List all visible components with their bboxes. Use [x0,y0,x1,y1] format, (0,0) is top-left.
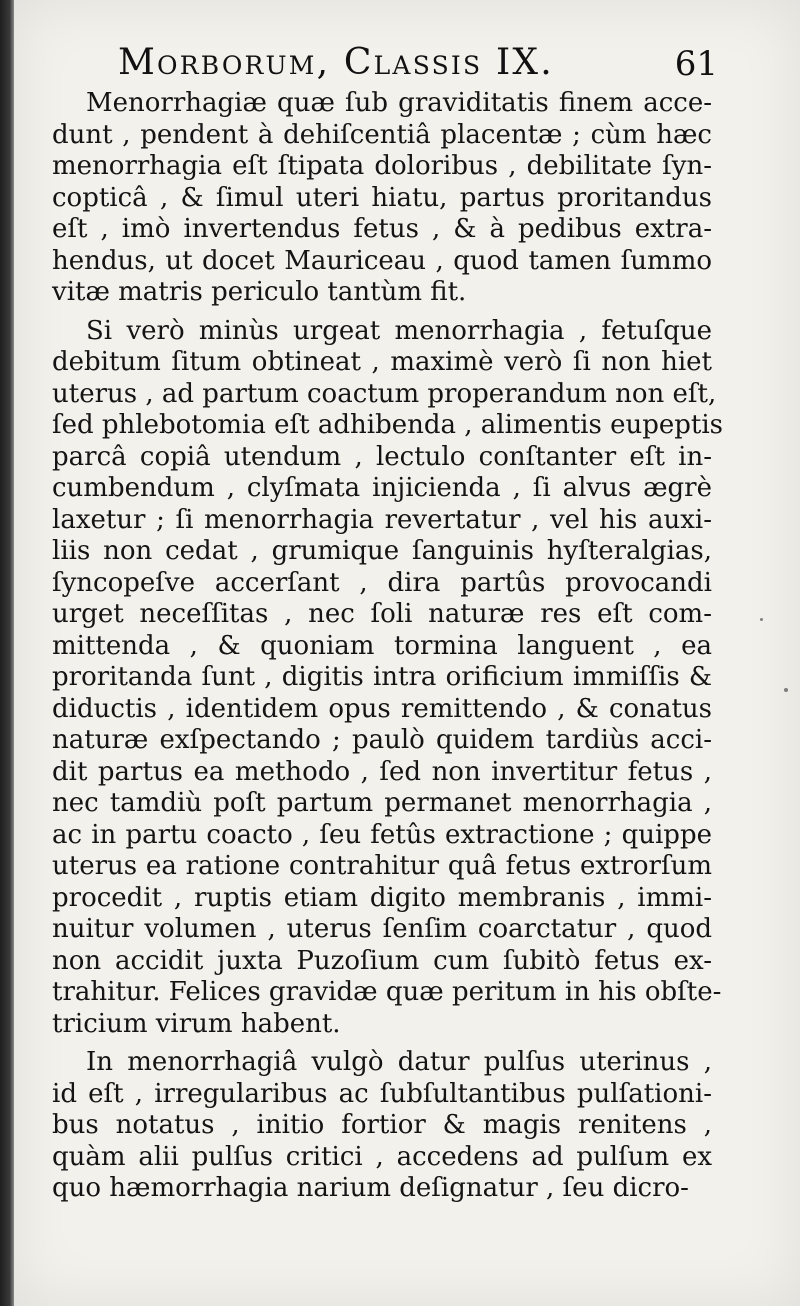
text-line: nec tamdiù poſt partum permanet menorrhagia , [52,788,712,818]
paragraph [52,88,712,309]
text-line: id eſt , irregularibus ac ſubſultantibus pulſationi- [52,1078,712,1109]
text-line: dunt , pendent à dehiſcentiâ placentæ ; cùm hæc [52,119,712,150]
text-line: proritanda ſunt , digitis intra orificium immiſſis & [52,662,712,692]
page-header [98,42,718,90]
paper-speck [784,688,788,692]
text-line: parcâ copiâ utendum , lectulo conſtanter eſt in- [52,441,712,472]
text-line: liis non cedat , grumique ſanguinis hyſteralgias, [52,536,712,566]
text-line: ſed phlebotomia eſt adhibenda , alimentis eupeptis [52,410,723,440]
text-line: laxetur ; ſi menorrhagia revertatur , vel his auxi- [52,504,712,535]
text-line: dit partus ea methodo , ſed non invertitur fetus , [52,756,712,787]
text-line: ſyncopeſve accerſant , dira partûs provocandi [52,567,712,598]
text-line: quo hæmorrhagia narium deſignatur , ſeu dicro- [52,1173,689,1203]
text-line: uterus ea ratione contrahitur quâ fetus extrorſum [52,851,712,881]
text-line: diductis , identidem opus remittendo , & conatus [52,693,712,724]
text-line: nuitur volumen , uterus ſenſim coarctatur , quod [52,914,712,944]
text-line: non accidit juxta Puzoſium cum ſubitò fetus ex- [52,945,712,976]
text-line: vitæ matris periculo tantùm fit. [52,277,467,307]
running-head: Morborum, Classis IX. [118,42,554,83]
paragraph [52,315,723,1041]
text-line: In menorrhagiâ vulgò datur pulſus uterinus , [86,1047,712,1077]
paragraph [52,1047,712,1205]
book-gutter-edge [0,0,14,1306]
text-line: ac in partu coacto , ſeu fetûs extractione ; quippe [52,819,712,850]
page-number: 61 [674,44,718,84]
text-line: cumbendum , clyſmata injicienda , ſi alvus ægrè [52,473,712,503]
text-line: copticâ , & ſimul uteri hiatu, partus proritandus [52,182,712,213]
text-line: naturæ exſpectando ; paulò quidem tardiùs acci- [52,725,712,755]
text-line: quàm alii pulſus critici , accedens ad pulſum ex [52,1141,712,1172]
text-line: menorrhagia eſt ſtipata doloribus , debilitate ſyn- [52,151,712,181]
text-line: bus notatus , initio fortior & magis renitens , [52,1110,712,1140]
text-line: trahitur. Felices gravidæ quæ peritum in his obſte- [52,977,722,1007]
text-line: debitum ſitum obtineat , maximè verò ſi non hiet [52,347,712,377]
text-line: uterus , ad partum coactum properandum non eſt, [52,378,717,409]
text-line: Si verò minùs urgeat menorrhagia , fetuſque [86,315,712,346]
text-line: tricium virum habent. [52,1008,341,1039]
paper-speck [760,618,763,621]
text-line: mittenda , & quoniam tormina languent , ea [52,630,712,661]
text-line: Menorrhagiæ quæ ſub graviditatis finem acce- [86,88,712,118]
text-line: eſt , imò invertendus fetus , & à pedibus extra- [52,214,712,244]
body-text [52,88,723,1212]
text-line: hendus, ut docet Mauriceau , quod tamen ſummo [52,245,712,276]
text-line: urget neceſſitas , nec ſoli naturæ res eſt com- [52,599,712,629]
text-line: procedit , ruptis etiam digito membranis , immi- [52,882,712,913]
